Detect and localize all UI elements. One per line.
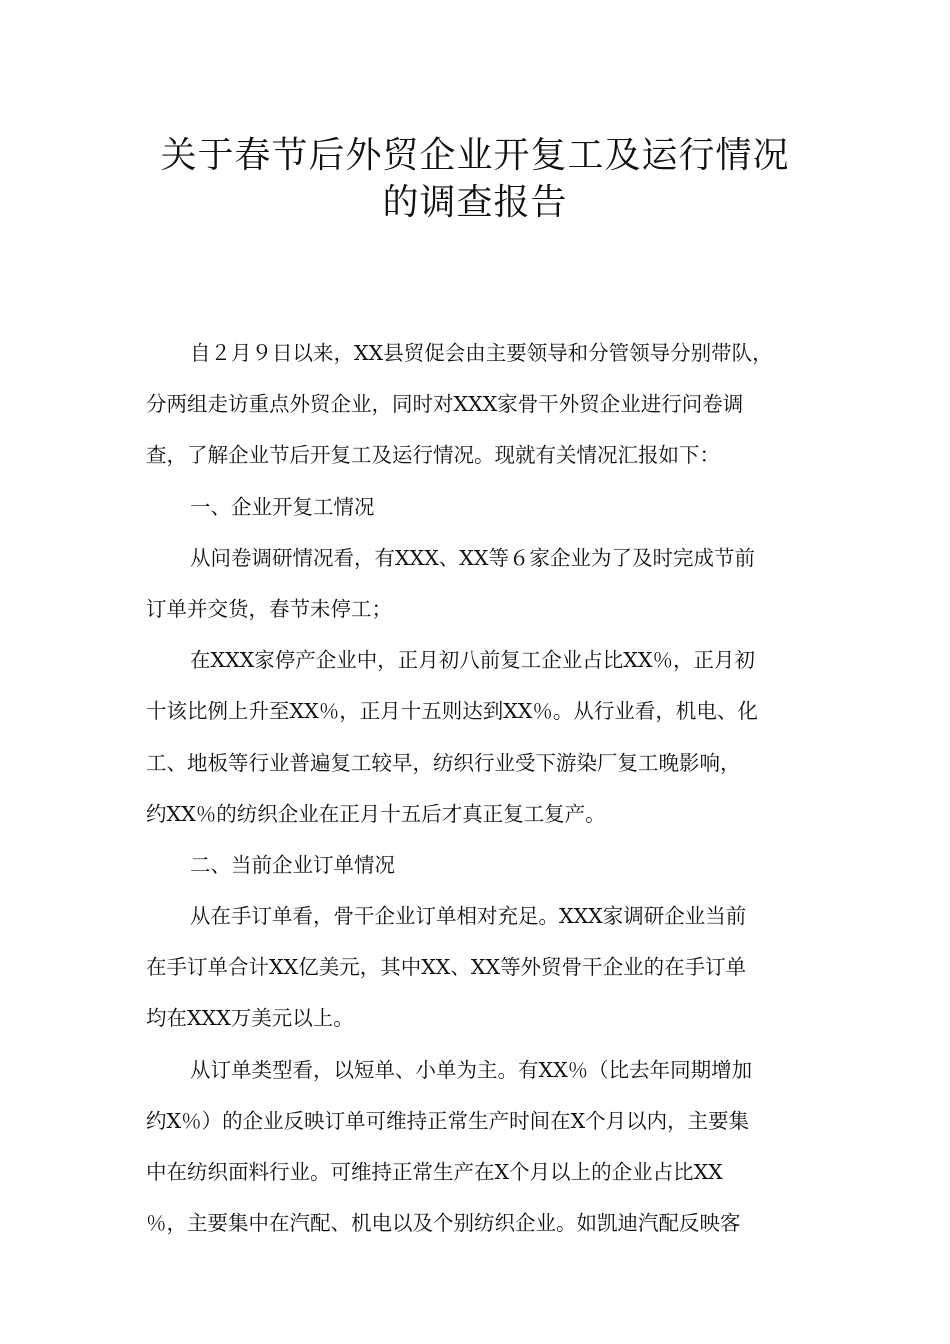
body-line: 从在手订单看，骨干企业订单相对充足。XXX家调研企业当前 <box>190 904 747 929</box>
body-line: 订单并交货，春节未停工； <box>146 596 392 621</box>
body-line: 约X％）的企业反映订单可维持正常生产时间在X个月以内，主要集 <box>146 1108 750 1133</box>
body-line: 从问卷调研情况看，有XXX、XX等６家企业为了及时完成节前 <box>190 545 755 570</box>
body-line: 分两组走访重点外贸企业，同时对XXX家骨干外贸企业进行问卷调 <box>146 392 744 417</box>
document-body <box>146 328 810 1249</box>
body-line: 中在纺织面料行业。可维持正常生产在X个月以上的企业占比XX <box>146 1160 723 1184</box>
body-line: 约XX％的纺织企业在正月十五后才真正复工复产。 <box>146 801 606 826</box>
body-line: 工、地板等行业普遍复工较早，纺织行业受下游染厂复工晚影响， <box>146 750 741 775</box>
body-line: ％，主要集中在汽配、机电以及个别纺织企业。如凯迪汽配反映客 <box>146 1211 741 1236</box>
body-line: 自２月９日以来，XX县贸促会由主要领导和分管领导分别带队， <box>190 341 773 365</box>
document-title-line-2: 的调查报告 <box>382 182 568 223</box>
body-line: 十该比例上升至XX％，正月十五则达到XX％。从行业看，机电、化 <box>146 699 758 724</box>
body-line: 在手订单合计XX亿美元，其中XX、XX等外贸骨干企业的在手订单 <box>146 955 747 980</box>
body-line: 在XXX家停产企业中，正月初八前复工企业占比XX％，正月初 <box>190 648 755 673</box>
body-line: 从订单类型看，以短单、小单为主。有XX％（比去年同期增加 <box>190 1057 753 1082</box>
document-title-line-1: 关于春节后外贸企业开复工及运行情况 <box>160 135 790 176</box>
body-line: 均在XXX万美元以上。 <box>146 1006 354 1031</box>
body-line: 查，了解企业节后开复工及运行情况。现就有关情况汇报如下： <box>146 443 720 468</box>
section-heading-1: 一、企业开复工情况 <box>190 494 375 519</box>
section-heading-2: 二、当前企业订单情况 <box>190 852 395 877</box>
